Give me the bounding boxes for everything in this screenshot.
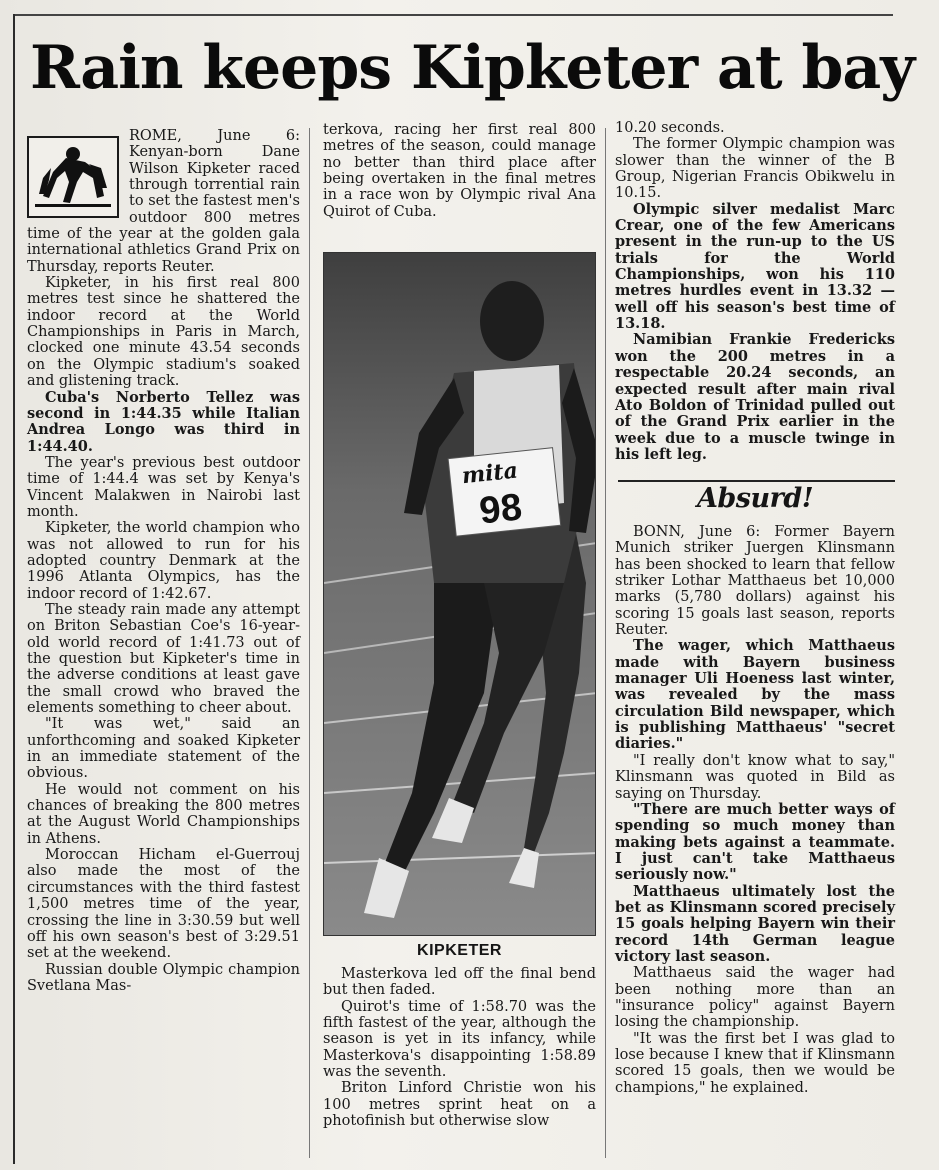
article-paragraph: Kipketer, in his first real 800 metres test since he shattered the indoor record at the World Championships in Paris in March, clocked one minute 43.54 seconds on the Olympic stadium's soaked and glistening track. [27,275,300,390]
left-border-rule [13,14,15,1164]
top-border-rule [13,14,893,16]
article-paragraph: "I really don't know what to say," Klinsmann was quoted in Bild as saying on Thursday. [615,752,895,802]
article-paragraph: "It was the first bet I was glad to lose because I knew that if Klinsmann scored 15 goals, then we would be champions," he explained. [615,1030,895,1096]
photo-caption: KIPKETER [417,942,502,959]
article-column-3 [615,120,895,463]
article-paragraph: Namibian Frankie Fredericks won the 200 metres in a respectable 20.24 seconds, an expected result after main rival Ato Boldon of Trinidad pulled out of the Grand Prix earlier in the week due to a muscle twinge in his left leg. [615,331,895,463]
article-paragraph: The former Olympic champion was slower than the winner of the B Group, Nigerian Francis Obikwelu in 10.15. [615,136,895,202]
article-paragraph: Cuba's Norberto Tellez was second in 1:44.35 while Italian Andrea Longo was third in 1:44.40. [27,388,300,455]
article-paragraph: terkova, racing her first real 800 metres of the season, could manage no better than third place after being overtaken in the final metres in a race won by Olympic rival Ana Quirot of Cuba. [323,122,596,220]
article-paragraph: 10.20 seconds. [615,120,725,136]
column-rule [605,128,606,1158]
article-paragraph: Quirot's time of 1:58.70 was the fifth fastest of the year, although the season is yet in its infancy, while Masterkova's disappointing 1:58.89 was the seventh. [323,998,596,1081]
subheadline: Absurd! [696,483,814,514]
article-paragraph: Matthaeus ultimately lost the bet as Klinsmann scored precisely 15 goals helping Bayern win their record 14th German league victory last season. [615,882,895,965]
article-column-2 [323,122,596,220]
bib-number: 98 [477,486,524,533]
article-paragraph: Kipketer, the world champion who was not allowed to run for his adopted country Denmark at the 1996 Atlanta Olympics, has the indoor record of 1:42.67. [27,520,300,602]
article-paragraph: "It was wet," said an unforthcoming and soaked Kipketer in an immediate statement of the obvious. [27,716,300,782]
article-paragraph: The wager, which Matthaeus made with Bayern business manager Uli Hoeness last winter, was revealed by the mass circulation Bild newspaper, which is publishing Matthaeus' "secret diaries." [615,637,895,753]
article-paragraph: Masterkova led off the final bend but then faded. [323,966,596,999]
article-paragraph: Briton Linford Christie won his 100 metres sprint heat on a photofinish but otherwise slow [323,1080,596,1130]
bib-sponsor: mita [460,457,520,490]
article-column-1 [27,128,300,994]
article-paragraph: The year's previous best outdoor time of 1:44.4 was set by Kenya's Vincent Malakwen in Nairobi last month. [27,454,300,520]
article-paragraph: ROME, June 6: Kenyan-born Dane Wilson Kipketer raced through torrential rain to set the fastest men's outdoor 800 metres time of the year at the golden gala international athletics Grand Prix on Thursday, reports Reuter. [27,128,300,275]
article-paragraph: He would not comment on his chances of breaking the 800 metres at the August World Championships in Athens. [27,781,300,847]
article-column-3-second-story [615,524,895,1096]
column-rule [309,128,310,1158]
article-column-2-continued [323,966,596,1129]
article-paragraph: Olympic silver medalist Marc Crear, one of the few Americans present in the run-up to the US trials for the World Championships, won his 110 metres hurdles event in 13.32 — well off his season's best time of 13.18. [615,200,895,333]
article-paragraph: Moroccan Hicham el-Guerrouj also made the most of the circumstances with the third fastest 1,500 metres time of the year, crossing the line in 3:30.59 but well off his own season's best of 3:29.51 set at the weekend. [27,847,300,962]
article-paragraph: Russian double Olympic champion Svetlana Mas- [27,961,300,994]
article-paragraph: The steady rain made any attempt on Briton Sebastian Coe's 16-year-old world record of 1:41.73 out of the question but Kipketer's time in the adverse conditions at least gave the small crowd who braved the elements something to cheer about. [27,601,300,717]
sprinter-logo-icon [27,136,119,218]
article-paragraph: "There are much better ways of spending so much money than making bets against a teammate. I just can't take Matthaeus seriously now." [615,800,895,884]
kipketer-photo [323,252,596,936]
article-paragraph: BONN, June 6: Former Bayern Munich striker Juergen Klinsmann has been shocked to learn that fellow striker Lothar Matthaeus bet 10,000 marks (5,780 dollars) against his scoring 15 goals last season, reports Reuter. [615,524,895,639]
article-paragraph: Matthaeus said the wager had been nothing more than an "insurance policy" against Bayern losing the championship. [615,965,895,1031]
headline: Rain keeps Kipketer at bay [30,33,915,103]
